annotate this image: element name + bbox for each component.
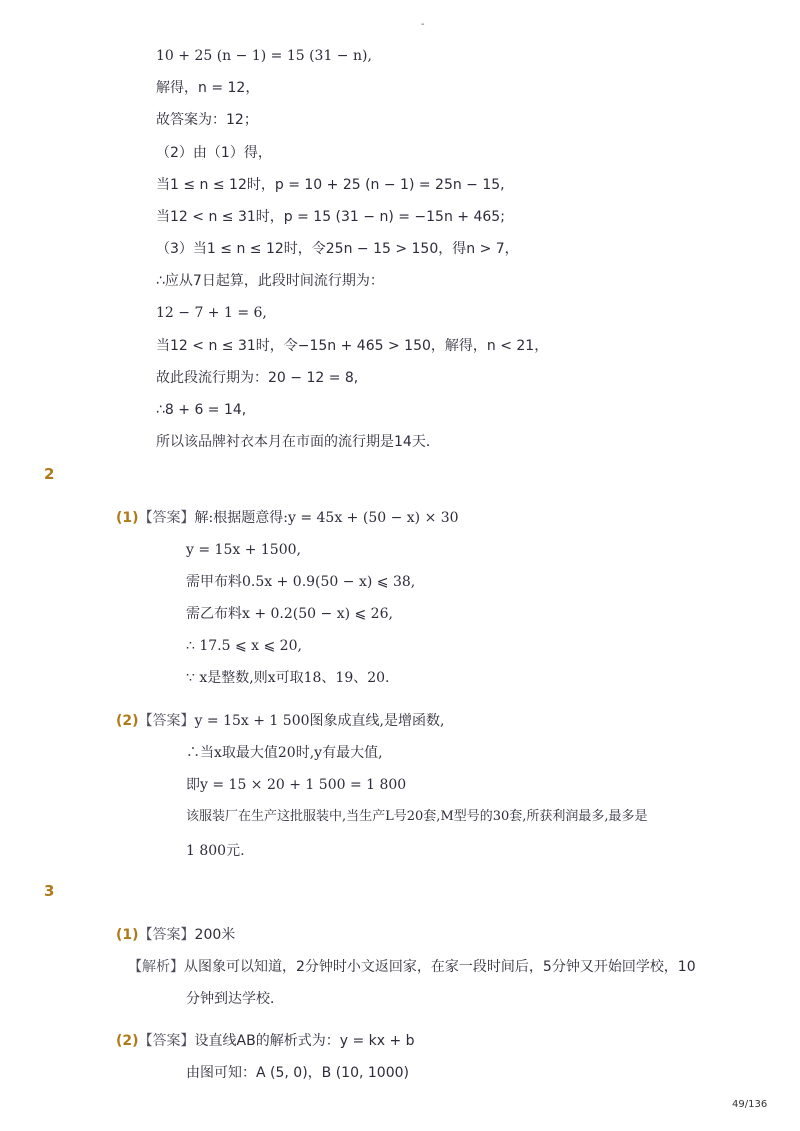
answer-line: ∴ 17.5 ⩽ x ⩽ 20, bbox=[186, 638, 302, 654]
answer-line: 即y = 15 × 20 + 1 500 = 1 800 bbox=[186, 777, 407, 793]
answer-line: 需乙布料x + 0.2(50 − x) ⩽ 26, bbox=[186, 606, 393, 622]
answer-line: ∵ x是整数,则x可取18、19、20. bbox=[186, 670, 390, 686]
answer-label: 【答案】 bbox=[138, 927, 195, 943]
answer-line: y = 15x + 1500, bbox=[186, 542, 301, 558]
answer-line: 该服装厂在生产这批服装中,当生产L号20套,M型号的30套,所获利润最多,最多是 bbox=[186, 809, 648, 824]
answer-text: 设直线AB的解析式为：y = kx + b bbox=[194, 1033, 415, 1049]
answer-part-tag: (2) bbox=[116, 713, 139, 729]
answer-line: 1 800元. bbox=[186, 843, 245, 859]
answer-text: 200米 bbox=[194, 927, 236, 943]
question-number: 3 bbox=[44, 882, 55, 900]
answer-text: y = 15x + 1 500图象成直线,是增函数, bbox=[194, 713, 445, 729]
answer-label: 【答案】 bbox=[138, 510, 195, 526]
solution-line: 当12 < n ≤ 31时，p = 15 (31 − n) = −15n + 465; bbox=[156, 209, 505, 225]
solution-line: 故答案为：12； bbox=[156, 112, 258, 128]
answer-header bbox=[116, 1031, 415, 1051]
solution-line: 12 − 7 + 1 = 6, bbox=[156, 305, 267, 321]
analysis-line bbox=[128, 957, 696, 977]
solution-line: ∴8 + 6 = 14, bbox=[156, 402, 247, 418]
answer-text: 解:根据题意得:y = 45x + (50 − x) × 30 bbox=[194, 510, 459, 526]
answer-label: 【答案】 bbox=[138, 713, 195, 729]
answer-part-tag: (2) bbox=[116, 1033, 139, 1049]
solution-line: 故此段流行期为：20 − 12 = 8, bbox=[156, 370, 359, 386]
solution-line: 所以该品牌衬衣本月在市面的流行期是14天． bbox=[156, 434, 440, 450]
answer-line: 由图可知：A (5, 0)，B (10, 1000) bbox=[186, 1065, 409, 1081]
solution-line: 10 + 25 (n − 1) = 15 (31 − n), bbox=[156, 48, 372, 64]
answer-line: 需甲布料0.5x + 0.9(50 − x) ⩽ 38, bbox=[186, 574, 416, 590]
analysis-line: 分钟到达学校． bbox=[186, 991, 284, 1007]
solution-line: 解得，n = 12， bbox=[156, 80, 260, 96]
solution-line: 当1 ≤ n ≤ 12时，p = 10 + 25 (n − 1) = 25n − 15, bbox=[156, 177, 505, 193]
answer-line: ∴当x取最大值20时,y有最大值, bbox=[186, 745, 383, 761]
answer-header bbox=[116, 711, 444, 731]
page-number: 49/136 bbox=[732, 1099, 768, 1110]
solution-line: （2）由（1）得， bbox=[156, 145, 272, 161]
solution-line: （3）当1 ≤ n ≤ 12时，令25n − 15 > 150，得n > 7， bbox=[156, 241, 519, 257]
question-number: 2 bbox=[44, 465, 55, 483]
answer-header bbox=[116, 508, 459, 528]
page-top-mark: - bbox=[421, 19, 425, 30]
solution-line: ∴应从7日起算，此段时间流行期为： bbox=[156, 273, 384, 289]
answer-label: 【答案】 bbox=[138, 1033, 195, 1049]
answer-part-tag: (1) bbox=[116, 927, 139, 943]
analysis-text: 从图象可以知道，2分钟时小文返回家，在家一段时间后，5分钟又开始回学校，10 bbox=[184, 959, 696, 975]
solution-line: 当12 < n ≤ 31时，令−15n + 465 > 150，解得，n < 21， bbox=[156, 338, 549, 354]
answer-header bbox=[116, 925, 235, 945]
analysis-label: 【解析】 bbox=[128, 959, 184, 975]
answer-part-tag: (1) bbox=[116, 510, 139, 526]
